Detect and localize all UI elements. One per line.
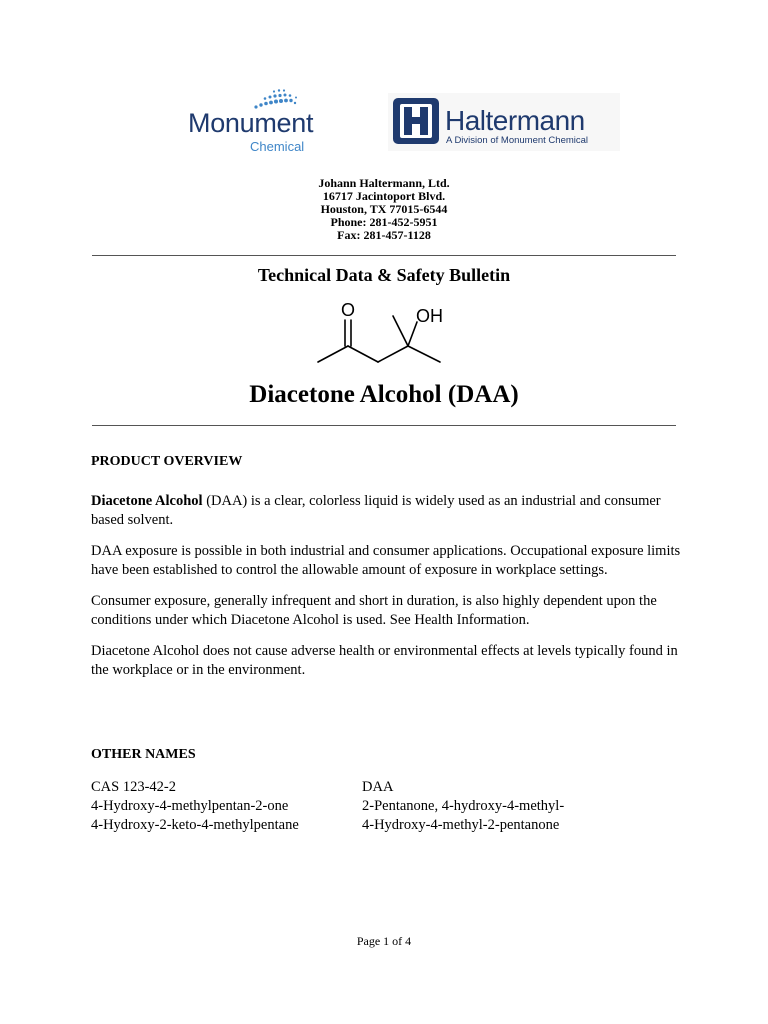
other-name-item: 2-Pentanone, 4-hydroxy-4-methyl- bbox=[362, 798, 565, 814]
product-title: Diacetone Alcohol (DAA) bbox=[249, 381, 519, 408]
structure-hydroxyl-label: OH bbox=[416, 306, 443, 326]
address-street: 16717 Jacintoport Blvd. bbox=[322, 189, 446, 203]
haltermann-logo-sub: A Division of Monument Chemical bbox=[446, 135, 589, 146]
monument-logo-sub: Chemical bbox=[250, 139, 305, 154]
divider-top bbox=[92, 255, 676, 256]
company-address bbox=[234, 177, 534, 242]
chemical-structure-diagram bbox=[312, 300, 462, 372]
other-names-right-column bbox=[362, 778, 564, 835]
page-number: Page 1 of 4 bbox=[356, 934, 412, 948]
dot-arc-logo-icon bbox=[252, 88, 302, 110]
other-name-item: CAS 123-42-2 bbox=[91, 779, 176, 795]
haltermann-logo bbox=[388, 93, 620, 151]
address-city: Houston, TX 77015-6544 bbox=[320, 202, 448, 216]
divider-bottom bbox=[92, 425, 676, 426]
section-heading-product-overview: PRODUCT OVERVIEW bbox=[91, 454, 243, 469]
monument-logo-name: Monument bbox=[188, 108, 314, 138]
overview-paragraph-1-text: (DAA) is a clear, colorless liquid is widely used as an industrial and consumer based solvent. bbox=[91, 493, 661, 528]
other-name-item: 4-Hydroxy-4-methyl-2-pentanone bbox=[362, 817, 560, 833]
structure-oxygen-label: O bbox=[341, 300, 356, 320]
haltermann-logo-name: Haltermann bbox=[445, 105, 585, 136]
h-shield-logo-icon bbox=[392, 97, 440, 145]
other-names-left-column bbox=[91, 778, 299, 835]
overview-paragraph-1 bbox=[91, 492, 691, 530]
section-heading-other-names: OTHER NAMES bbox=[91, 747, 196, 762]
other-name-item: 4-Hydroxy-2-keto-4-methylpentane bbox=[91, 817, 299, 833]
overview-product-name: Diacetone Alcohol bbox=[91, 493, 203, 509]
address-company: Johann Haltermann, Ltd. bbox=[318, 176, 450, 190]
other-name-item: 4-Hydroxy-4-methylpentan-2-one bbox=[91, 798, 289, 814]
overview-paragraph-4: Diacetone Alcohol does not cause adverse health or environmental effects at levels typically found in the workplace or in the environment. bbox=[91, 643, 678, 678]
address-fax: Fax: 281-457-1128 bbox=[337, 228, 431, 242]
address-phone: Phone: 281-452-5951 bbox=[330, 215, 438, 229]
bulletin-title: Technical Data & Safety Bulletin bbox=[257, 265, 511, 285]
monument-chemical-logo bbox=[186, 88, 326, 156]
overview-paragraph-2: DAA exposure is possible in both industrial and consumer applications. Occupational exposure limits have been established to control the allowable amount of exposure in workplace settings. bbox=[91, 543, 681, 578]
overview-paragraph-3: Consumer exposure, generally infrequent and short in duration, is also highly dependent upon the conditions under which Diacetone Alcohol is used. See Health Information. bbox=[91, 593, 657, 628]
other-name-item: DAA bbox=[362, 779, 394, 795]
